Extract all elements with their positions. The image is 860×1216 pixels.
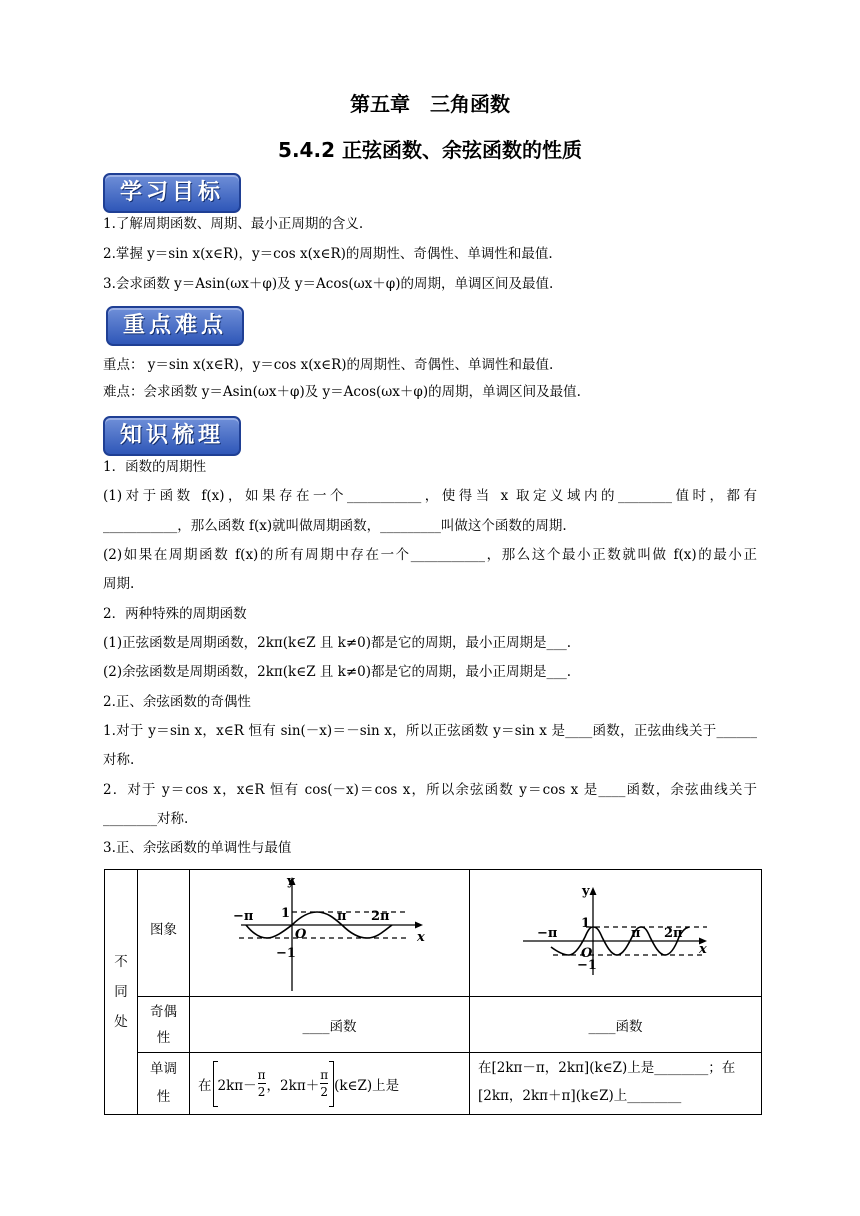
sin-mono-cell bbox=[190, 1053, 470, 1115]
row-label-mono-1: 单调 bbox=[150, 1061, 177, 1077]
properties-table bbox=[104, 869, 762, 1115]
sin-origin-label: O bbox=[295, 927, 307, 942]
keypoint-difficult: 难点：会求函数 y＝Asin(ωx＋φ)及 y＝Acos(ωx＋φ)的周期，单调区间及最值. bbox=[103, 384, 581, 400]
sin-mono-right: ，2kπ＋ bbox=[266, 1077, 320, 1094]
sin-pi-label: π bbox=[337, 909, 347, 924]
sin-two-pi-label: 2π bbox=[371, 909, 390, 924]
sin-parity-cell: ____函数 bbox=[190, 997, 470, 1053]
chapter-title: 第五章 三角函数 bbox=[350, 92, 510, 116]
cos-x-label: x bbox=[699, 942, 707, 957]
sin-mono-prefix: 在 bbox=[198, 1077, 212, 1094]
cos-mono-line-2: [2kπ，2kπ＋π](k∈Z)上________ bbox=[478, 1088, 682, 1104]
sin-mono-suffix: (k∈Z)上是 bbox=[334, 1077, 400, 1094]
frac-pi-over-2-right: π 2 bbox=[320, 1068, 329, 1099]
frac-pi-over-2-left: π 2 bbox=[257, 1068, 266, 1099]
keypoints-badge: 重点难点 bbox=[106, 306, 244, 346]
knowledge-line-13: ________对称. bbox=[103, 811, 189, 827]
cos-two-pi-label: 2π bbox=[664, 926, 683, 941]
cos-graph-cell bbox=[470, 870, 762, 997]
sin-graph-cell bbox=[190, 870, 470, 997]
knowledge-line-5: 周期. bbox=[103, 576, 135, 592]
side-label-1: 不 bbox=[114, 954, 128, 970]
knowledge-line-10: 1.对于 y＝sin x，x∈R 恒有 sin(－x)＝－sin x，所以正弦函数 y＝sin x 是____函数，正弦曲线关于______ bbox=[103, 723, 757, 739]
knowledge-badge: 知识梳理 bbox=[103, 416, 241, 456]
row-label-parity-1: 奇偶 bbox=[150, 1003, 177, 1020]
keypoint-important: 重点： y＝sin x(x∈R)，y＝cos x(x∈R)的周期性、奇偶性、单调性和最值. bbox=[103, 357, 554, 373]
goal-1: 1.了解周期函数、周期、最小正周期的含义. bbox=[103, 216, 364, 232]
knowledge-line-4: (2)如果在周期函数 f(x)的所有周期中存在一个___________，那么这个最小正数就叫做 f(x)的最小正 bbox=[103, 547, 757, 563]
sin-x-label: x bbox=[417, 930, 425, 945]
row-label-image: 图象 bbox=[138, 870, 190, 997]
sin-mono-left: 2kπ－ bbox=[217, 1077, 257, 1094]
goal-3: 3.会求函数 y＝Asin(ωx＋φ)及 y＝Acos(ωx＋φ)的周期，单调区间及最值. bbox=[103, 276, 554, 292]
row-label-mono bbox=[138, 1053, 190, 1115]
cos-parity-cell: ____函数 bbox=[470, 997, 762, 1053]
goal-2: 2.掌握 y＝sin x(x∈R)，y＝cos x(x∈R)的周期性、奇偶性、单调性和最值. bbox=[103, 246, 553, 262]
cos-neg-pi-label: −π bbox=[537, 926, 558, 941]
cos-graph bbox=[471, 871, 760, 995]
side-label-3: 处 bbox=[114, 1014, 128, 1030]
knowledge-line-8: (2)余弦函数是周期函数，2kπ(k∈Z 且 k≠0)都是它的周期，最小正周期是___. bbox=[103, 664, 572, 680]
cos-one-label: 1 bbox=[581, 916, 591, 931]
knowledge-line-7: (1)正弦函数是周期函数，2kπ(k∈Z 且 k≠0)都是它的周期，最小正周期是___. bbox=[103, 635, 572, 651]
goals-badge: 学习目标 bbox=[103, 173, 241, 213]
sin-one-label: 1 bbox=[281, 906, 291, 921]
knowledge-line-1: 1．函数的周期性 bbox=[103, 459, 207, 475]
knowledge-line-9: 2.正、余弦函数的奇偶性 bbox=[103, 694, 251, 710]
sin-graph bbox=[191, 871, 468, 995]
cos-neg-one-label: −1 bbox=[577, 958, 597, 973]
side-label-2: 同 bbox=[114, 984, 128, 1000]
sin-y-label: y bbox=[287, 874, 295, 889]
sin-neg-one-label: −1 bbox=[276, 946, 296, 961]
row-label-parity bbox=[138, 997, 190, 1053]
cos-mono-line-1: 在[2kπ－π，2kπ](k∈Z)上是________；在 bbox=[478, 1060, 736, 1076]
knowledge-line-3: ___________，那么函数 f(x)就叫做周期函数，_________叫做这个函数的周期. bbox=[103, 518, 567, 534]
cos-origin-label: O bbox=[581, 946, 593, 961]
knowledge-line-14: 3.正、余弦函数的单调性与最值 bbox=[103, 840, 292, 856]
knowledge-line-6: 2．两种特殊的周期函数 bbox=[103, 606, 247, 622]
row-label-parity-2: 性 bbox=[156, 1029, 171, 1046]
cos-y-label: y bbox=[582, 884, 590, 899]
side-label-cell bbox=[105, 870, 138, 1115]
knowledge-line-12: 2．对于 y＝cos x，x∈R 恒有 cos(－x)＝cos x，所以余弦函数 y＝cos x 是____函数，余弦曲线关于 bbox=[103, 782, 757, 798]
row-label-mono-2: 性 bbox=[156, 1089, 171, 1105]
cos-pi-label: π bbox=[631, 926, 641, 941]
knowledge-line-2: (1)对于函数 f(x)，如果存在一个___________，使得当 x 取定义域内的________值时，都有 bbox=[103, 488, 757, 504]
section-title: 5.4.2 正弦函数、余弦函数的性质 bbox=[278, 138, 582, 162]
knowledge-line-11: 对称. bbox=[103, 752, 135, 768]
cos-mono-cell bbox=[470, 1053, 762, 1115]
sin-neg-pi-label: −π bbox=[233, 909, 254, 924]
